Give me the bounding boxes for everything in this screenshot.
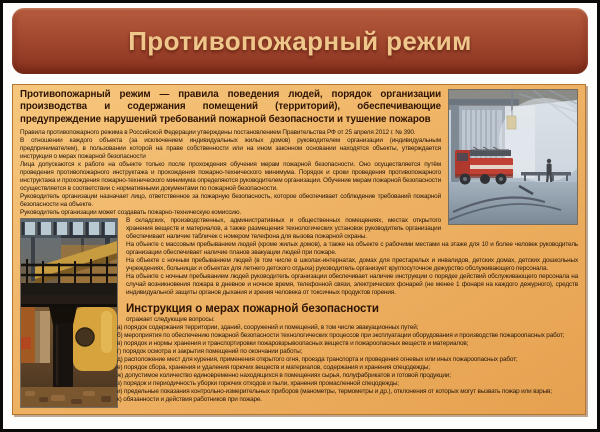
content-panel <box>12 84 586 415</box>
list-item: з) порядок и периодичность уборки горючих отходов и пыли, хранения промасленной спецодежды; <box>117 380 399 388</box>
body-paragraph: Правила противопожарного режима в Российской Федерации утверждены постановлением Правительства РФ от 25 апреля 2012 г. № 390. <box>20 129 416 137</box>
fire-truck-photo <box>448 89 578 225</box>
list-item: и) предельные показания контрольно-измерительных приборов (манометры, термометры и др.), отклонения от которых могут вызвать пожар или взрыв; <box>117 388 552 396</box>
list-item: д) расположение мест для курения, применения открытого огня, проезда транспорта и проведения огневых или иных пожароопасных работ; <box>117 356 518 364</box>
body-paragraph: На объекте с ночным пребыванием людей руководитель организации обеспечивает наличие инструкции о порядке действий обслуживающего персонала на случай возникновения пожара в дневное и ночное время, телефонной связи, электрических фонарей (не менее 1 фонаря на каждого дежурного), средств индивидуальной защиты органов дыхания и зрения человека от токсичных продуктов горения. <box>126 273 578 297</box>
definition-paragraph: Противопожарный режим — правила поведения людей, порядок организации производства и содержания помещений (территорий), обеспечивающие предупреждение нарушений требований пожарной безопасности и тушение пожаров <box>20 89 441 125</box>
body-paragraph: Руководитель организации назначает лицо, ответственное за пожарную безопасность, которое обеспечивает соблюдение требований пожарной безопасности на объекте. <box>20 193 441 209</box>
body-paragraph: В отношении каждого объекта (за исключением индивидуальных жилых домов) руководителем организации (индивидуальным предпринимателем), в пользовании которой на праве собственности или на ином законном основании находятся объекты, утверждается инструкция о мерах пожарной безопасности <box>20 137 441 161</box>
list-item: в) порядок и нормы хранения и транспортировки пожаровзрывоопасных веществ и пожароопасных веществ и материалов; <box>117 340 469 348</box>
section-title: Инструкция о мерах пожарной безопасности <box>126 303 379 316</box>
list-item: б) мероприятия по обеспечению пожарной безопасности технологических процессов при эксплуатации оборудования и производстве пожароопасных работ; <box>117 332 565 340</box>
body-paragraph: На объекте с массовым пребыванием людей (кроме жилых домов), а также на объекте с рабочими местами на этаже для 10 и более человек руководитель организации обеспечивает наличие планов эвакуации людей при пожаре. <box>126 241 578 257</box>
body-paragraph: Лица допускаются к работе на объекте только после прохождения обучения мерам пожарной безопасности. Оно осуществляется путём проведения противопожарного инструктажа и прохождения пожарно-технического минимума. Порядок и сроки проведения противопожарного инструктажа и прохождения пожарно-технического минимума определяются руководителем организации. Обучение мерам пожарной безопасности осуществляется в соответствии с нормативными документами по пожарной безопасности. <box>20 161 441 193</box>
list-item: ж) допустимое количество единовременно находящихся в помещениях сырья, полуфабрикатов и готовой продукции; <box>117 372 451 380</box>
section-lead: отражает следующие вопросы: <box>126 316 215 324</box>
industrial-interior-photo <box>20 218 118 408</box>
list-item: г) порядок осмотра и закрытия помещений по окончании работы; <box>117 348 303 356</box>
body-paragraph: Руководитель организации может создавать пожарно-техническую комиссию. <box>20 209 241 217</box>
body-paragraph: На объекте с ночным пребыванием людей (в том числе в школах-интернатах, домах для престарелых и инвалидов, детских домах, детских дошкольных учреждениях, больницах и объектах для летнего детского отдыха) руководитель организует круглосуточное дежурство обслуживающего персонала. <box>126 257 578 273</box>
body-paragraph: В складских, производственных, административных и общественных помещениях, местах открытого хранения веществ и материалов, а также размещения технологических установок руководитель организации обеспечивает наличие табличек с номером телефона для вызова пожарной охраны. <box>126 217 441 241</box>
list-item: е) порядок сбора, хранения и удаления горючих веществ и материалов, содержания и хранения спецодежды; <box>117 364 430 372</box>
list-item: а) порядок содержания территории, зданий, сооружений и помещений, в том числе эвакуационных путей; <box>117 324 419 332</box>
poster-title-bar <box>12 8 588 74</box>
page-title: Противопожарный режим <box>128 25 472 56</box>
list-item: к) обязанности и действия работников при пожаре. <box>117 396 262 404</box>
